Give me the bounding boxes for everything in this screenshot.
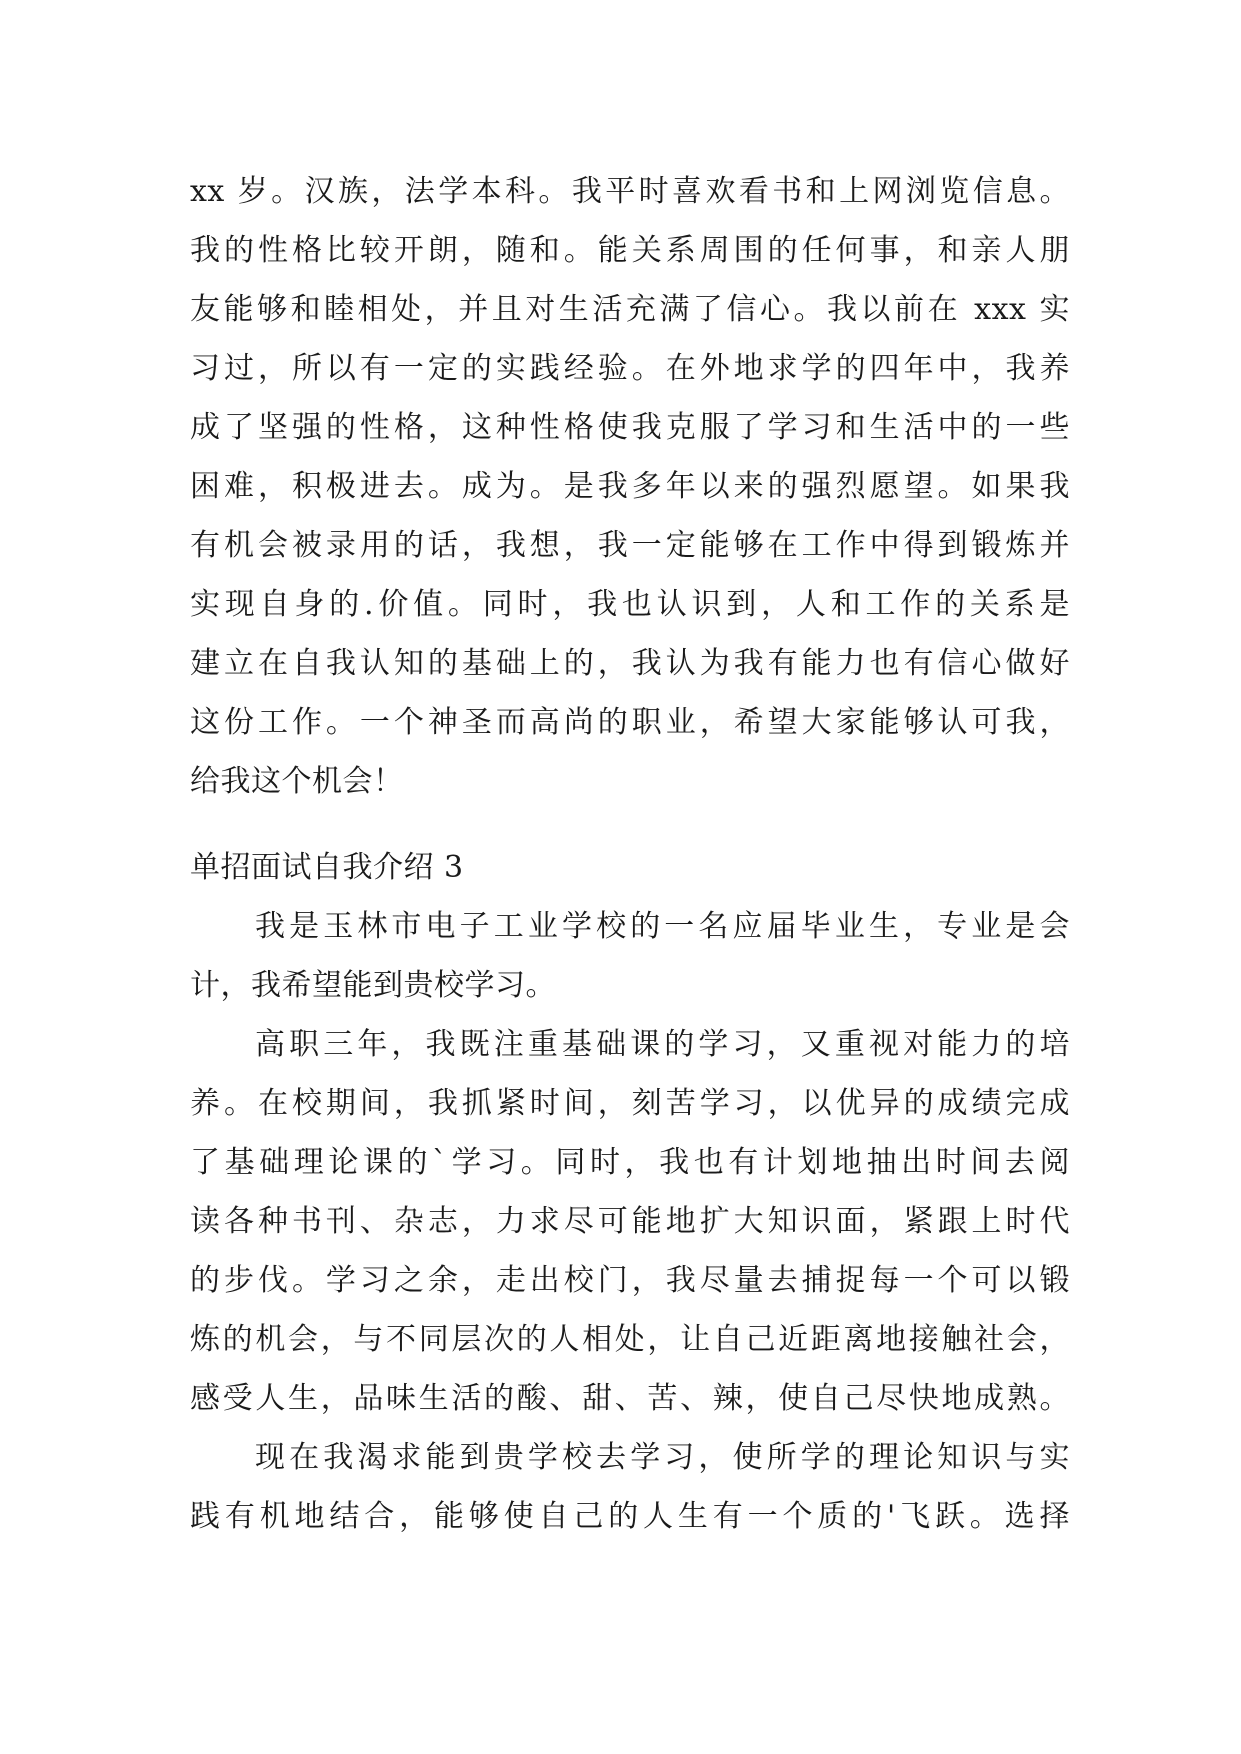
- paragraph-line: 这份工作。一个神圣而高尚的职业，希望大家能够认可我，: [190, 705, 1070, 740]
- paragraph-line: 我是玉林市电子工业学校的一名应届毕业生，专业是会: [255, 909, 1070, 944]
- paragraph-line: 建立在自我认知的基础上的，我认为我有能力也有信心做好: [190, 646, 1070, 681]
- section-heading-block: [190, 838, 1070, 897]
- paragraph-line: 践有机地结合，能够使自己的人生有一个质的'飞跃。选择: [190, 1499, 1070, 1534]
- paragraph-line: 实现自身的.价值。同时，我也认识到，人和工作的关系是: [190, 587, 1070, 622]
- paragraph-continued: [190, 162, 1070, 811]
- paragraph-line: 计，我希望能到贵校学习。: [190, 968, 556, 1003]
- paragraph-line: 友能够和睦相处，并且对生活充满了信心。我以前在 xxx 实: [190, 292, 1070, 327]
- paragraph-line: 困难，积极进去。成为。是我多年以来的强烈愿望。如果我: [190, 469, 1070, 504]
- paragraph-line: 我的性格比较开朗，随和。能关系周围的任何事，和亲人朋: [190, 233, 1070, 268]
- section-heading: 单招面试自我介绍 3: [190, 850, 464, 885]
- section-body: [190, 897, 1070, 1546]
- paragraph-line: 习过，所以有一定的实践经验。在外地求学的四年中，我养: [190, 351, 1070, 386]
- paragraph-line: 给我这个机会！: [190, 764, 404, 799]
- paragraph-line: 炼的机会，与不同层次的人相处，让自己近距离地接触社会，: [190, 1322, 1070, 1357]
- paragraph-line: 读各种书刊、杂志，力求尽可能地扩大知识面，紧跟上时代: [190, 1204, 1070, 1239]
- paragraph-line: 的步伐。学习之余，走出校门，我尽量去捕捉每一个可以锻: [190, 1263, 1070, 1298]
- paragraph-line: 养。在校期间，我抓紧时间，刻苦学习，以优异的成绩完成: [190, 1086, 1070, 1121]
- paragraph-line: 现在我渴求能到贵学校去学习，使所学的理论知识与实: [255, 1440, 1070, 1475]
- paragraph-line: 了基础理论课的`学习。同时，我也有计划地抽出时间去阅: [190, 1145, 1070, 1180]
- paragraph-line: 成了坚强的性格，这种性格使我克服了学习和生活中的一些: [190, 410, 1070, 445]
- paragraph-line: xx 岁。汉族，法学本科。我平时喜欢看书和上网浏览信息。: [190, 174, 1070, 209]
- paragraph-line: 感受人生，品味生活的酸、甜、苦、辣，使自己尽快地成熟。: [190, 1381, 1070, 1416]
- paragraph-line: 有机会被录用的话，我想，我一定能够在工作中得到锻炼并: [190, 528, 1070, 563]
- paragraph-line: 高职三年，我既注重基础课的学习，又重视对能力的培: [255, 1027, 1070, 1062]
